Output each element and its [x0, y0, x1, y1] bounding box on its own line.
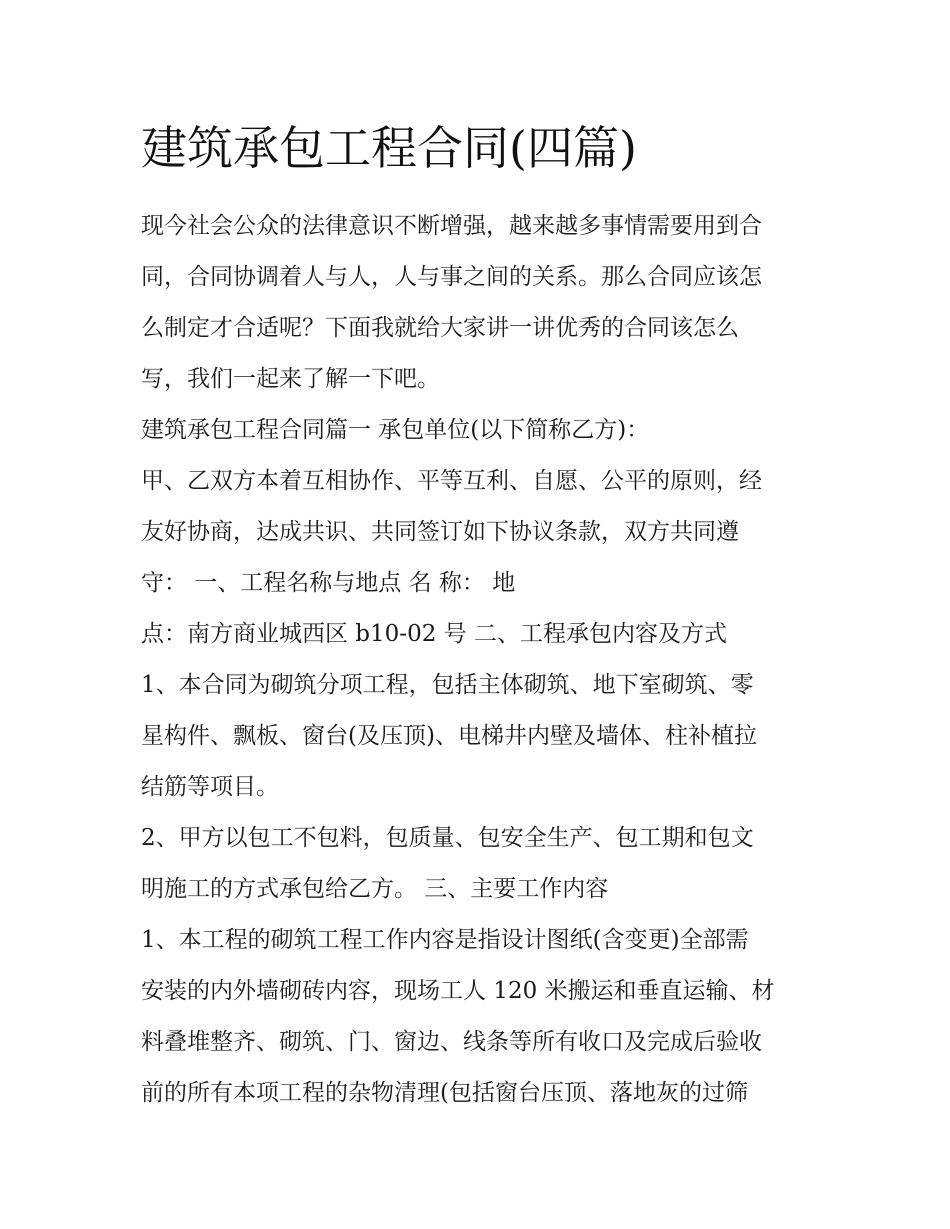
- text-line: 安装的内外墙砌砖内容，现场工人 120 米搬运和垂直运输、材: [141, 978, 775, 1004]
- text-line: 同，合同协调着人与人，人与事之间的关系。那么合同应该怎: [141, 264, 762, 290]
- text-line: 点：南方商业城西区 b10-02 号 二、工程承包内容及方式: [141, 621, 727, 647]
- text-line: 写，我们一起来了解一下吧。: [141, 366, 440, 392]
- text-line: 料叠堆整齐、砌筑、门、窗边、线条等所有收口及完成后验收: [141, 1029, 762, 1055]
- document-body: [141, 201, 813, 1119]
- text-line: 结筋等项目。: [141, 774, 279, 800]
- text-line: 友好协商，达成共识、共同签订如下协议条款，双方共同遵: [141, 519, 739, 545]
- text-line: 明施工的方式承包给乙方。 三、主要工作内容: [141, 876, 609, 902]
- text-line: 1、本工程的砌筑工程工作内容是指设计图纸(含变更)全部需: [141, 927, 749, 953]
- text-line: 么制定才合适呢？下面我就给大家讲一讲优秀的合同该怎么: [141, 315, 739, 341]
- text-line: 现今社会公众的法律意识不断增强，越来越多事情需要用到合: [141, 213, 762, 239]
- text-line: 前的所有本项工程的杂物清理(包括窗台压顶、落地灰的过筛: [141, 1080, 748, 1106]
- text-line: 甲、乙双方本着互相协作、平等互利、自愿、公平的原则，经: [141, 468, 762, 494]
- document-title: 建筑承包工程合同(四篇): [141, 121, 637, 175]
- section-heading-line: 建筑承包工程合同篇一 承包单位(以下简称乙方)：: [141, 417, 650, 443]
- text-line: 守： 一、工程名称与地点 名 称： 地: [141, 570, 516, 596]
- text-line: 2、甲方以包工不包料，包质量、包安全生产、包工期和包文: [141, 825, 754, 851]
- text-line: 星构件、飘板、窗台(及压顶)、电梯井内壁及墙体、柱补植拉: [141, 723, 757, 749]
- text-line: 1、本合同为砌筑分项工程，包括主体砌筑、地下室砌筑、零: [141, 672, 754, 698]
